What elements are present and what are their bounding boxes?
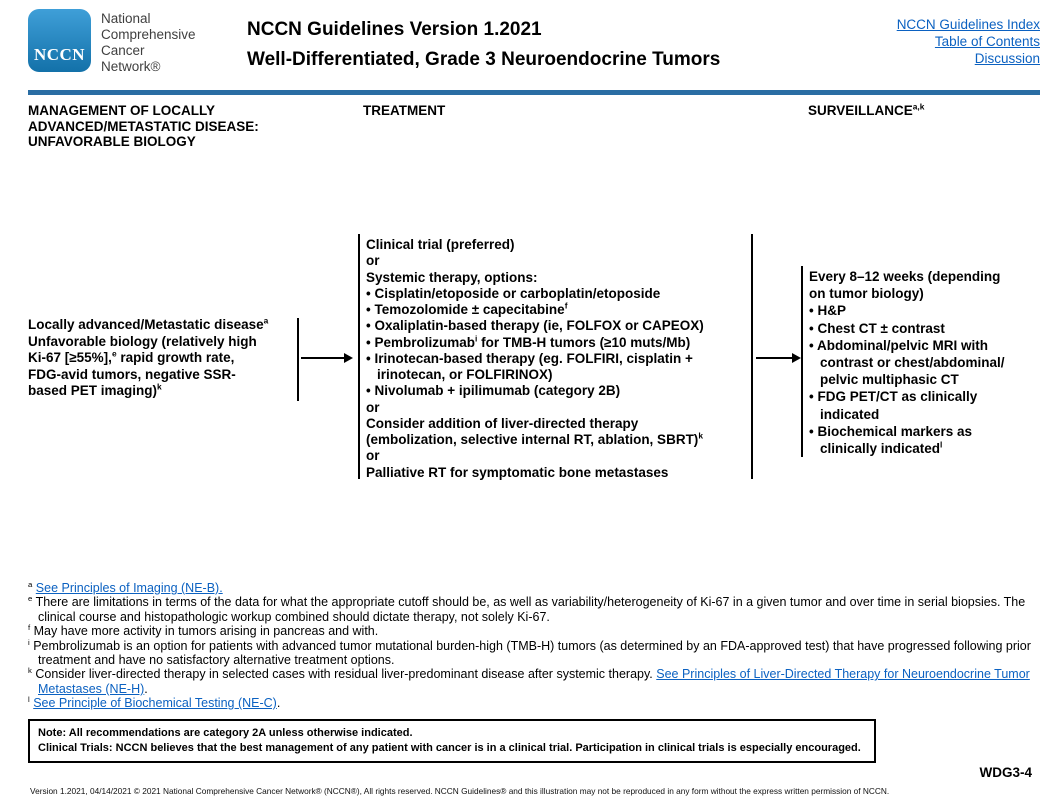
organization-name-line: Network® <box>101 59 161 74</box>
flow-text-line: FDG-avid tumors, negative SSR- <box>28 366 236 382</box>
organization-name-line: Comprehensive <box>101 27 196 42</box>
flow-text-line: contrast or chest/abdominal/ <box>820 355 1005 371</box>
cross-reference-link[interactable]: See Principles of Liver-Directed Therapy for Neuroendocrine Tumor Metastases (NE-H) <box>38 667 1030 696</box>
flow-text-line: based PET imaging)$^k$ <box>28 381 162 398</box>
header-nav <box>897 16 1040 67</box>
footnote-ref: e <box>111 348 117 359</box>
footnote-i: $^i$ Pembrolizumab is an option for patients with advanced tumor mutational burden-high (TMB-H) tumors (as determined by an FDA-approved test) that have progressed following prior treatment and have no satisfactory alternative treatment options. <box>28 637 1031 668</box>
arrow-condition-to-treatment <box>301 357 345 359</box>
nav-link-0[interactable]: NCCN Guidelines Index <box>896 17 1040 32</box>
copyright-footer: Version 1.2021, 04/14/2021 © 2021 National Comprehensive Cancer Network® (NCCN®), All rights reserved. NCCN Guidelines® and this illustration may not be reproduced in any form without the express written permission of NCCN. <box>30 786 890 796</box>
nccn-logo-text: NCCN <box>33 45 86 64</box>
footnote-marker: l <box>28 695 30 705</box>
footnote-marker: f <box>28 623 31 633</box>
flow-text-line: • Temozolomide ± capecitabine$^f$ <box>366 300 568 317</box>
footnote-marker: i <box>28 637 30 647</box>
flow-text-line: Clinical trial (preferred) <box>366 237 515 252</box>
footnote-ref: k <box>698 430 703 441</box>
cross-reference-link[interactable]: See Principles of Imaging (NE-B). <box>35 581 223 595</box>
flow-text-line: on tumor biology) <box>809 286 924 302</box>
page-title <box>247 15 720 75</box>
condition-bracket-line <box>297 318 299 401</box>
footnotes <box>28 581 1042 711</box>
note-box-line: Note: All recommendations are category 2A unless otherwise indicated. <box>38 727 413 739</box>
column-header-management-line: ADVANCED/METASTATIC DISEASE: <box>28 118 259 134</box>
treatment-bracket-right <box>751 234 753 479</box>
column-header-surveillance-text: SURVEILLANCE <box>808 103 913 118</box>
footnote-ref: a <box>263 315 269 326</box>
flow-text-line: • Irinotecan-based therapy (eg. FOLFIRI, cisplatin + <box>366 350 693 366</box>
page-number-label: WDG3-4 <box>979 765 1032 780</box>
flow-text-line: • FDG PET/CT as clinically <box>809 389 978 405</box>
flow-text-line: • H&P <box>809 303 846 319</box>
header-divider <box>28 90 1040 95</box>
footnote-ref: l <box>940 439 943 450</box>
column-header-surveillance <box>808 103 924 119</box>
flow-text-line: • Cisplatin/etoposide or carboplatin/etoposide <box>366 285 661 301</box>
footnote-f: $^f$ May have more activity in tumors arising in pancreas and with. <box>28 623 379 639</box>
nav-link-1[interactable]: Table of Contents <box>934 34 1040 49</box>
flow-text-line: Every 8–12 weeks (depending <box>809 269 1001 284</box>
flow-text-line: Locally advanced/Metastatic disease$^a$ <box>28 315 269 332</box>
note-box-line: Clinical Trials: NCCN believes that the best management of any patient with cancer is in a clinical trial. Participation in clinical trials is especially encouraged. <box>38 742 861 754</box>
footnote-ref: i <box>475 333 478 343</box>
column-header-management-line: UNFAVORABLE BIOLOGY <box>28 134 196 149</box>
treatment-block <box>366 237 752 481</box>
treatment-bracket-left <box>358 234 360 479</box>
footnote-ref: f <box>564 300 568 311</box>
condition-block <box>28 317 306 400</box>
footnote-marker: a <box>28 579 33 589</box>
flow-text-line: Systemic therapy, options: <box>366 269 538 285</box>
organization-name-line: National <box>101 11 151 26</box>
footnote-l: $^l$ See Principle of Biochemical Testing (NE-C). <box>28 695 281 711</box>
flow-text-line: • Nivolumab + ipilimumab (category 2B) <box>366 383 621 399</box>
surveillance-bracket-line <box>801 266 803 457</box>
flow-text-line: Palliative RT for symptomatic bone metastases <box>366 464 669 480</box>
flow-text-line: clinically indicated$^l$ <box>820 439 943 457</box>
column-header-management-line: MANAGEMENT OF LOCALLY <box>28 103 215 118</box>
flow-text-line: Ki-67 [≥55%],$^e$ rapid growth rate, <box>28 348 235 365</box>
page-title-line1: NCCN Guidelines Version 1.2021 <box>247 19 542 40</box>
footnote-e: $^e$ There are limitations in terms of the data for what the appropriate cutoff should be, as well as variability/heterogeneity of Ki-67 in a given tumor and over time in serial biopsies. The clinical course and histopathologic workup combined should dictate therapy, not solely Ki-67. <box>28 594 1026 624</box>
flow-text-line: • Chest CT ± contrast <box>809 320 945 336</box>
flow-text-line: indicated <box>820 406 880 422</box>
flow-text-line: or <box>366 448 380 464</box>
footnote-marker: k <box>28 666 32 676</box>
flow-text-line: • Biochemical markers as <box>809 423 973 439</box>
flow-text-line: or <box>366 253 380 269</box>
nav-link-2[interactable]: Discussion <box>974 51 1040 66</box>
arrow-treatment-to-surveillance <box>756 357 793 359</box>
flow-text-line: irinotecan, or FOLFIRINOX) <box>377 367 553 382</box>
organization-name <box>101 11 196 75</box>
footnote-a <box>28 581 1042 595</box>
note-box <box>28 719 876 763</box>
flow-text-line: or <box>366 399 380 415</box>
column-header-management <box>28 103 259 150</box>
footnote-k: $^k$ Consider liver-directed therapy in selected cases with residual liver-predominant disease after systemic therapy. See Principles of Liver-Directed Therapy for Neuroendocrine Tumor Metastases (NE-H). <box>28 666 1030 696</box>
flow-text-line: • Pembrolizumab$^i$ for TMB-H tumors (≥10 muts/Mb) <box>366 333 691 350</box>
organization-name-line: Cancer <box>101 43 145 58</box>
flow-text-line: Unfavorable biology (relatively high <box>28 333 257 349</box>
footnote-marker: e <box>28 594 33 604</box>
page-title-line2: Well-Differentiated, Grade 3 Neuroendocrine Tumors <box>247 49 721 70</box>
surveillance-block <box>809 268 1057 457</box>
footnote-ref: k <box>157 381 162 392</box>
flow-text-line: Consider addition of liver-directed therapy <box>366 415 639 431</box>
flow-text-line: pelvic multiphasic CT <box>820 372 959 388</box>
cross-reference-link[interactable]: See Principle of Biochemical Testing (NE-C) <box>33 696 277 711</box>
column-header-treatment: TREATMENT <box>363 103 446 118</box>
flow-text-line: (embolization, selective internal RT, ablation, SBRT)$^k$ <box>366 430 703 447</box>
column-header-surveillance-footnote-refs: a,k <box>912 101 925 112</box>
nccn-logo <box>28 9 91 72</box>
flow-text-line: • Oxaliplatin-based therapy (ie, FOLFOX or CAPEOX) <box>366 318 704 334</box>
flow-text-line: • Abdominal/pelvic MRI with <box>809 337 988 353</box>
